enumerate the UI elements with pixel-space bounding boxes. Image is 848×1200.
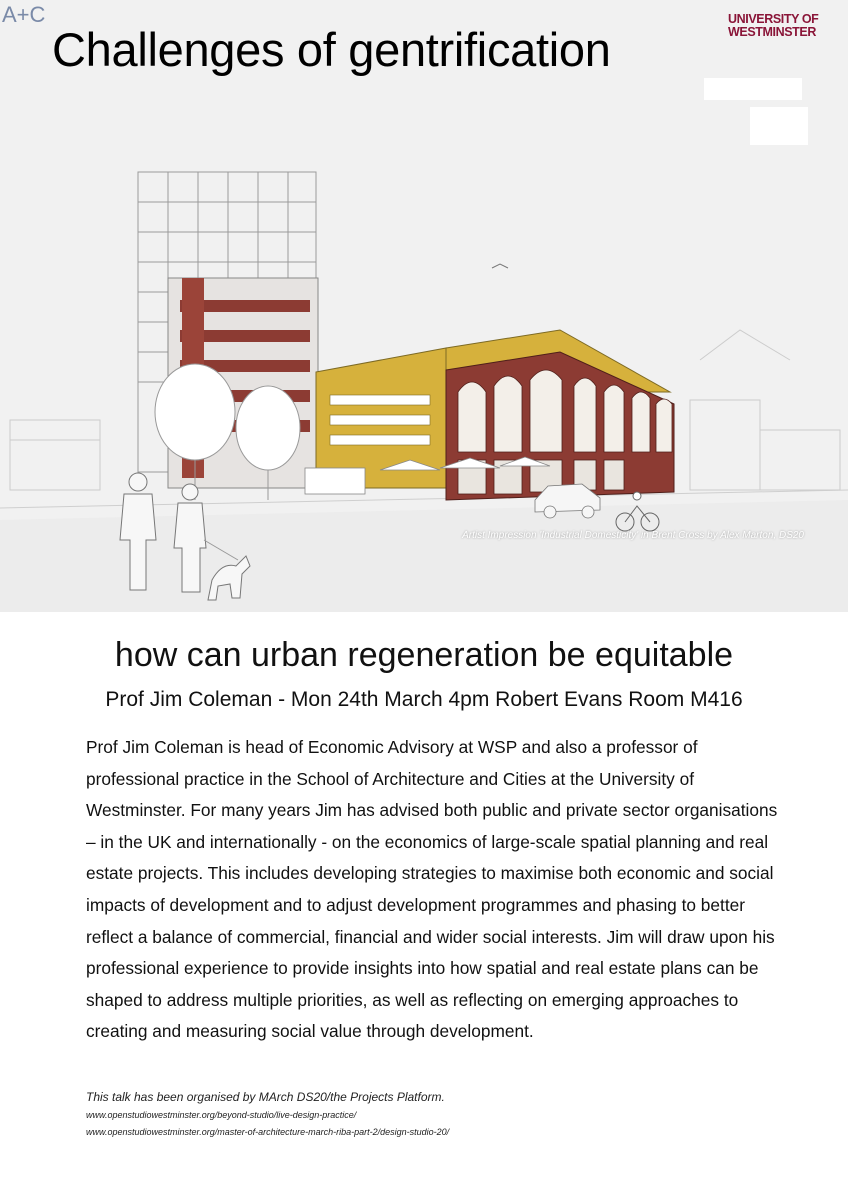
link-design-studio-20[interactable]: www.openstudiowestminster.org/master-of-architecture-march-riba-part-2/design-studio-20/	[86, 1127, 450, 1137]
page-title: Challenges of gentrification	[52, 23, 611, 76]
event-details: Prof Jim Coleman - Mon 24th March 4pm Robert Evans Room M416	[105, 688, 743, 711]
university-of-westminster-logo	[728, 13, 830, 39]
blank-box-top	[704, 78, 802, 100]
logo-line-2: WESTMINSTER	[728, 25, 816, 39]
talk-subtitle: how can urban regeneration be equitable	[114, 636, 734, 674]
link-live-design-practice[interactable]: www.openstudiowestminster.org/beyond-studio/live-design-practice/	[86, 1110, 357, 1120]
ac-logo	[0, 0, 54, 28]
organiser-note: This talk has been organised by MArch DS20/the Projects Platform.	[86, 1090, 445, 1104]
brick-arched-building	[446, 352, 674, 500]
logo-line-1: UNIVERSITY OF	[728, 12, 819, 26]
speaker-description: Prof Jim Coleman is head of Economic Advisory at WSP and also a professor of professional practice in the School of Architecture and Cities at the University of Westminster. For many years Jim has advised both public and private sector organisations – in the UK and internationally - on the economics of large-scale spatial planning and real estate projects. This includes developing strategies to maximise both economic and social impacts of development and to adjust development programmes and phasing to better reflect a balance of commercial, financial and wider social interests. Jim will draw upon his professional experience to provide insights into how spatial and real estate plans can be shaped to address multiple priorities, as well as reflecting on emerging approaches to creating and measuring social value through development.	[86, 737, 778, 1042]
image-caption: Artist Impression 'Industrial Domesticity' in Brent Cross by Alex Marton, DS20	[462, 530, 804, 541]
ac-logo-text: A+C	[2, 2, 46, 27]
blank-box-bottom	[750, 107, 808, 145]
